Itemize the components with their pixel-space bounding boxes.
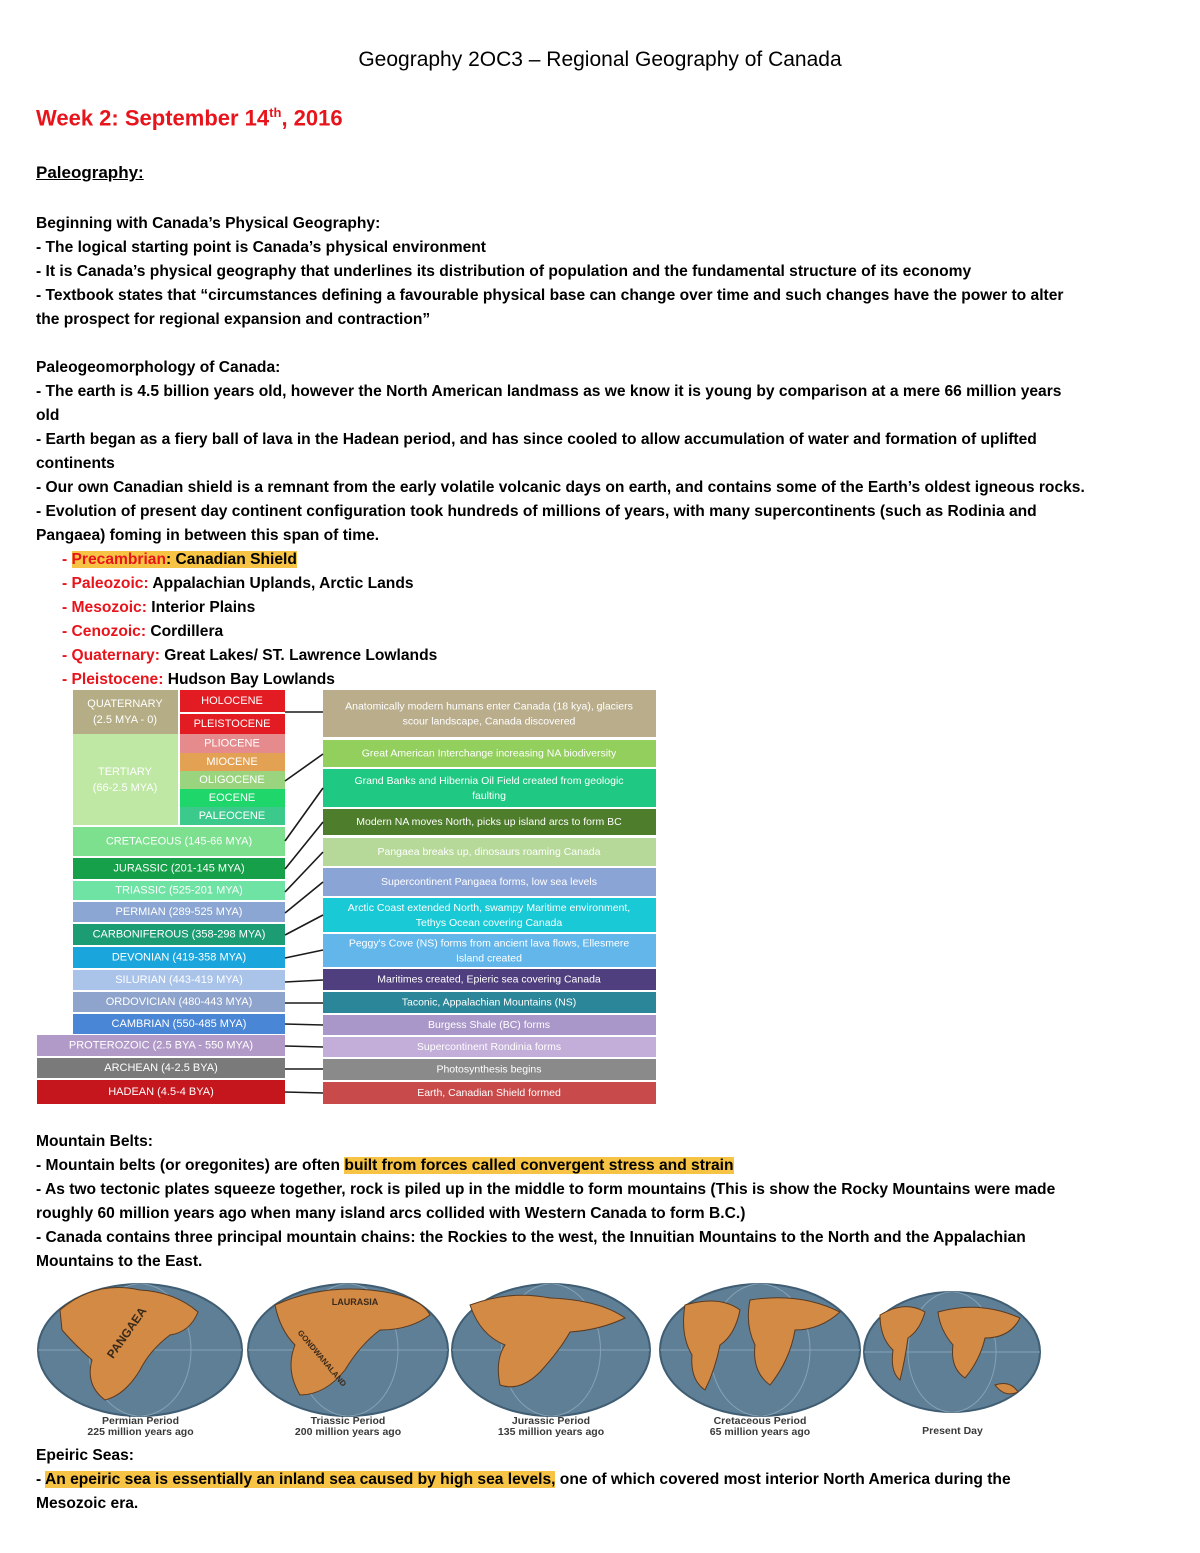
epeiric-bullet: - An epeiric sea is essentially an inland sea caused by high sea levels, one of which covered most interior North America during the	[36, 1471, 1011, 1488]
era-name: Quaternary:	[71, 647, 160, 664]
paleo-bullet: continents	[36, 455, 115, 472]
event-label: Earth, Canadian Shield formed	[417, 1086, 561, 1099]
mountain-belts-heading: Mountain Belts:	[36, 1133, 153, 1150]
epoch-label: PLIOCENE	[204, 737, 260, 750]
map-region-label: PANGAEA	[104, 1304, 150, 1361]
event-label: Supercontinent Rondinia forms	[416, 1040, 562, 1053]
era-item: - Cenozoic: Cordillera	[62, 623, 224, 640]
map-caption-jurassic: Jurassic Period 135 million years ago	[497, 1415, 605, 1438]
event-label: Grand Banks and Hibernia Oil Field created from geologic	[354, 774, 624, 787]
event-label: Peggy's Cove (NS) forms from ancient lava flows, Ellesmere	[348, 937, 630, 950]
paleo-bullet: old	[36, 407, 60, 424]
event-label: Tethys Ocean covering Canada	[415, 916, 563, 929]
era-item: - Pleistocene: Hudson Bay Lowlands	[62, 671, 335, 688]
period-label: CARBONIFEROUS (358-298 MYA)	[92, 928, 266, 941]
eon-label: PROTEROZOIC (2.5 BYA - 550 MYA)	[68, 1039, 254, 1052]
mountain-bullet: Mountains to the East.	[36, 1253, 203, 1270]
mountain-bullet: - As two tectonic plates squeeze together, rock is piled up in the middle to form mountains (This is show the Rocky Mountains were made	[36, 1181, 1056, 1198]
era-region: Canadian Shield	[175, 551, 297, 568]
eon-label: HADEAN (4.5-4 BYA)	[108, 1085, 214, 1098]
paleo-bullet: - Evolution of present day continent configuration took hundreds of millions of years, with many supercontinents (such as Rodinia and	[36, 503, 1037, 520]
period-label: DEVONIAN (419-358 MYA)	[111, 951, 247, 964]
period-label: CRETACEOUS (145-66 MYA)	[105, 835, 253, 848]
map-caption-permian: Permian Period 225 million years ago	[87, 1415, 194, 1438]
epoch-label: EOCENE	[208, 791, 256, 804]
period-label: ORDOVICIAN (480-443 MYA)	[105, 995, 253, 1008]
physical-bullet: - The logical starting point is Canada’s physical environment	[36, 239, 486, 256]
epoch-label: PLEISTOCENE	[193, 717, 271, 730]
tertiary-range: (66-2.5 MYA)	[92, 781, 158, 794]
era-region: Hudson Bay Lowlands	[167, 671, 335, 688]
epeiric-seas-heading: Epeiric Seas:	[36, 1447, 134, 1464]
highlighted-text: An epeiric sea is essentially an inland sea caused by high sea levels,	[44, 1471, 556, 1488]
era-item: - Mesozoic: Interior Plains	[62, 599, 256, 616]
mountain-bullet: roughly 60 million years ago when many island arcs collided with Western Canada to form B.C.)	[36, 1205, 746, 1222]
era-name: Precambrian	[71, 551, 167, 568]
event-label: Maritimes created, Epieric sea covering Canada	[377, 973, 601, 986]
event-label: Pangaea breaks up, dinosaurs roaming Canada	[377, 845, 601, 858]
era-region: Appalachian Uplands, Arctic Lands	[152, 575, 414, 592]
event-label: Supercontinent Pangaea forms, low sea levels	[381, 875, 597, 888]
era-name: Paleozoic:	[71, 575, 149, 592]
epoch-label: MIOCENE	[206, 755, 258, 768]
era-region: Cordillera	[150, 623, 224, 640]
era-item: - Quaternary: Great Lakes/ ST. Lawrence Lowlands	[62, 647, 438, 664]
event-label: Arctic Coast extended North, swampy Maritime environment,	[347, 901, 631, 914]
week-date-suffix: th	[269, 105, 282, 120]
paleography-heading: Paleography:	[36, 163, 144, 182]
physical-geography-heading: Beginning with Canada’s Physical Geography:	[36, 215, 381, 232]
event-label: Taconic, Appalachian Mountains (NS)	[401, 996, 577, 1009]
week-date: Week 2: September 14	[36, 105, 270, 131]
event-label: Island created	[456, 952, 522, 965]
paleogeomorphology-heading: Paleogeomorphology of Canada:	[36, 359, 281, 376]
paleo-bullet: - The earth is 4.5 billion years old, however the North American landmass as we know it is young by comparison at a mere 66 million years	[36, 383, 1062, 400]
map-region-label: LAURASIA	[331, 1297, 379, 1307]
mountain-bullet: - Mountain belts (or oregonites) are often built from forces called convergent stress and strain	[36, 1157, 734, 1174]
physical-bullet: - Textbook states that “circumstances defining a favourable physical base can change over time and such changes have the power to alter	[36, 287, 1064, 304]
epoch-label: PALEOCENE	[198, 809, 266, 822]
era-item: - Precambrian: Canadian Shield	[62, 551, 297, 568]
paleo-bullet: Pangaea) foming in between this span of time.	[36, 527, 380, 544]
map-caption-present: Present Day	[922, 1425, 983, 1437]
period-label: CAMBRIAN (550-485 MYA)	[111, 1017, 247, 1030]
physical-bullet: - It is Canada’s physical geography that underlines its distribution of population and the fundamental structure of its economy	[36, 263, 972, 280]
eon-label: ARCHEAN (4-2.5 BYA)	[104, 1061, 218, 1074]
event-label: Burgess Shale (BC) forms	[428, 1018, 550, 1031]
map-region-label: GONDWANALAND	[295, 1328, 349, 1389]
epoch-label: HOLOCENE	[201, 694, 263, 707]
tertiary-label: TERTIARY	[98, 765, 152, 778]
era-item: - Paleozoic: Appalachian Uplands, Arctic Lands	[62, 575, 414, 592]
era-region: Interior Plains	[151, 599, 256, 616]
event-label: Anatomically modern humans enter Canada (18 kya), glaciers	[345, 700, 633, 713]
era-name: Mesozoic:	[71, 599, 147, 616]
event-label: scour landscape, Canada discovered	[402, 715, 576, 728]
period-label: TRIASSIC (525-201 MYA)	[115, 884, 243, 897]
period-label: SILURIAN (443-419 MYA)	[115, 973, 243, 986]
era-name: Pleistocene:	[71, 671, 164, 688]
week-year: , 2016	[281, 105, 343, 131]
era-name: Cenozoic:	[71, 623, 147, 640]
period-label: JURASSIC (201-145 MYA)	[113, 862, 245, 875]
quaternary-range: (2.5 MYA - 0)	[93, 713, 157, 726]
paleo-bullet: - Earth began as a fiery ball of lava in the Hadean period, and has since cooled to allow accumulation of water and formation of uplifted	[36, 431, 1037, 448]
epeiric-bullet: Mesozoic era.	[36, 1495, 139, 1512]
event-label: Great American Interchange increasing NA biodiversity	[361, 747, 617, 760]
map-caption-cretaceous: Cretaceous Period 65 million years ago	[709, 1415, 811, 1438]
event-label: Modern NA moves North, picks up island arcs to form BC	[356, 815, 622, 828]
epoch-label: OLIGOCENE	[199, 773, 265, 786]
map-caption-triassic: Triassic Period 200 million years ago	[294, 1415, 402, 1438]
event-label: faulting	[472, 789, 506, 802]
physical-bullet: the prospect for regional expansion and contraction”	[36, 311, 431, 328]
page-title: Geography 2OC3 – Regional Geography of Canada	[358, 48, 842, 71]
era-region: Great Lakes/ ST. Lawrence Lowlands	[164, 647, 438, 664]
highlighted-text: built from forces called convergent stress and strain	[344, 1157, 734, 1174]
mountain-bullet: - Canada contains three principal mountain chains: the Rockies to the west, the Innuitian Mountains to the North and the Appalachian	[36, 1229, 1026, 1246]
paleo-bullet: - Our own Canadian shield is a remnant from the early volatile volcanic days on earth, and contains some of the Earth’s oldest igneous rocks.	[36, 479, 1085, 496]
period-label: PERMIAN (289-525 MYA)	[115, 905, 243, 918]
event-label: Photosynthesis begins	[436, 1063, 542, 1076]
quaternary-label: QUATERNARY	[87, 697, 163, 710]
